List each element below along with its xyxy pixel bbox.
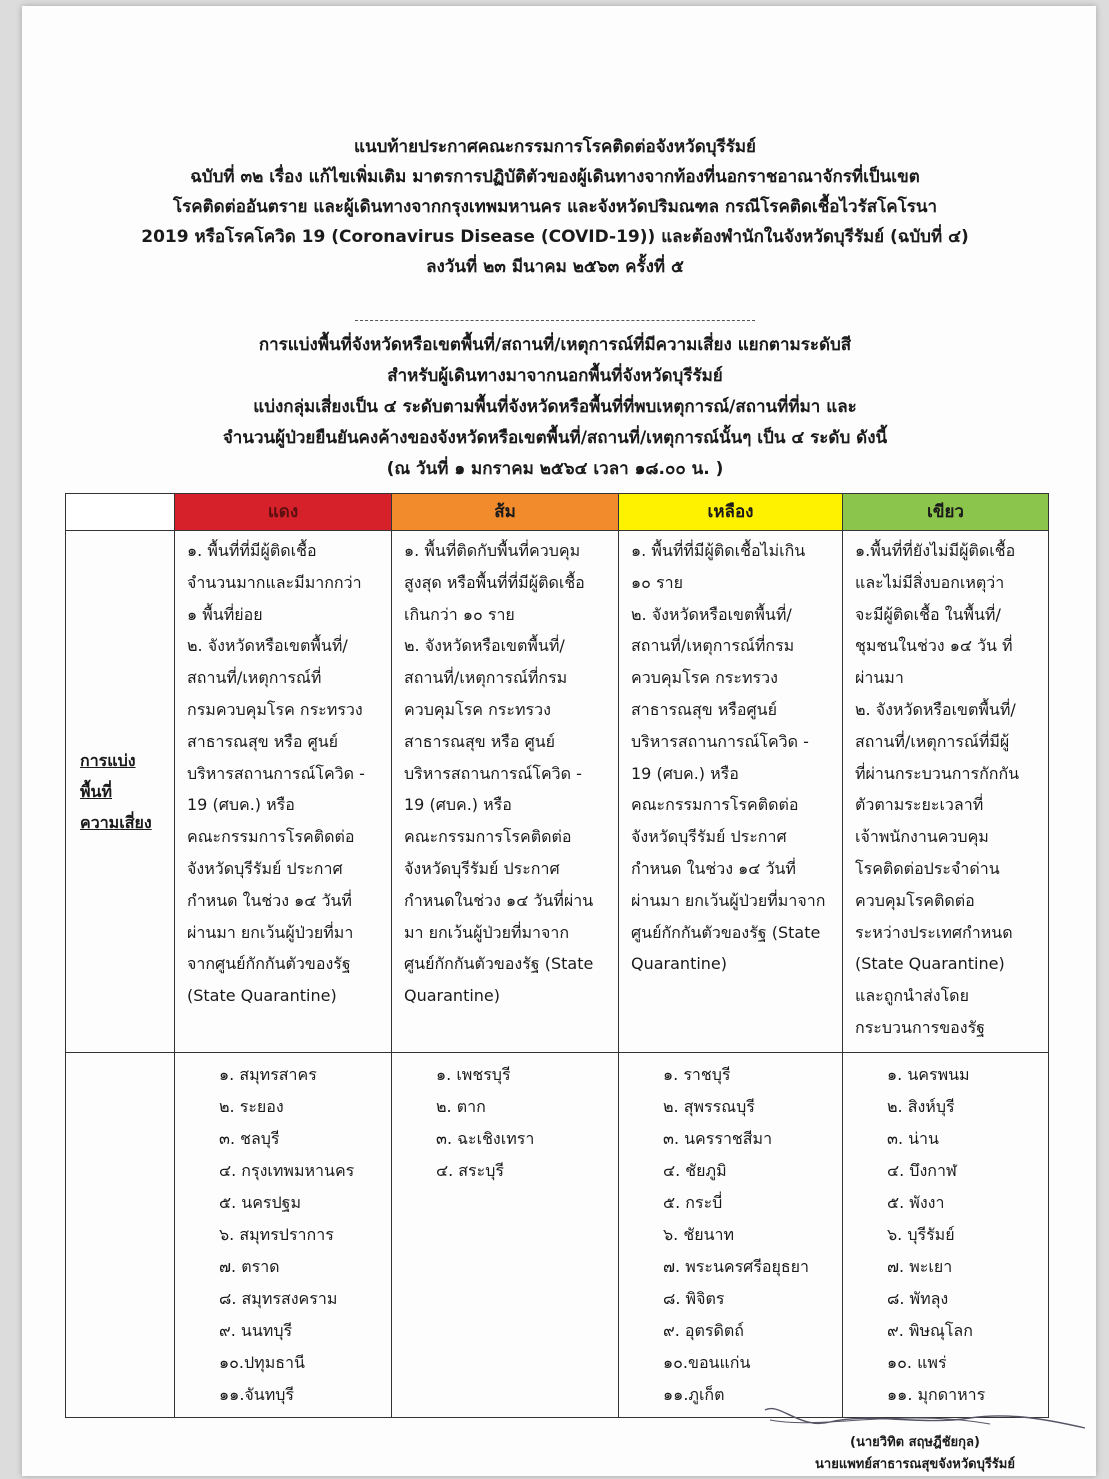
- dashed-divider: [355, 320, 755, 321]
- criteria-line: และไม่มีสิ่งบอกเหตุว่า: [855, 572, 1005, 592]
- signatory-name: (นายวิทิต สฤษฎีชัยกุล): [850, 1435, 980, 1450]
- criteria-line: ๑๐ ราย: [631, 572, 683, 592]
- criteria-line: 19 (ศบค.) หรือ: [404, 795, 512, 815]
- criteria-yellow: [619, 531, 843, 1053]
- province-item: ๒. ตาก: [436, 1096, 486, 1116]
- criteria-line: จังหวัดบุรีรัมย์ ประกาศ: [404, 858, 560, 878]
- subheader-line: สำหรับผู้เดินทางมาจากนอกพื้นที่จังหวัดบุรีรัมย์: [387, 366, 723, 386]
- criteria-line: ผ่านมา ยกเว้นผู้ป่วยที่มา: [187, 922, 354, 942]
- header-line: แนบท้ายประกาศคณะกรรมการโรคติดต่อจังหวัดบุรีรัมย์: [353, 137, 756, 157]
- provinces-yellow: [619, 1052, 843, 1417]
- province-item: ๕. กระบี่: [663, 1192, 723, 1212]
- criteria-line: คณะกรรมการโรคติดต่อ: [187, 827, 355, 847]
- criteria-line: สูงสุด หรือพื้นที่ที่มีผู้ติดเชื้อ: [404, 572, 585, 592]
- criteria-line: จังหวัดบุรีรัมย์ ประกาศ: [187, 858, 343, 878]
- header-line: 2019 หรือโรคโควิด 19 (Coronavirus Disease (COVID-19)) และต้องพำนักในจังหวัดบุรีรัมย์ (ฉบับที่ ๔): [141, 227, 969, 247]
- province-item: ๓. ชลบุรี: [219, 1128, 280, 1148]
- criteria-line: 19 (ศบค.) หรือ: [187, 795, 295, 815]
- province-item: ๖. บุรีรัมย์: [887, 1224, 955, 1244]
- header-green: เขียว: [843, 494, 1049, 531]
- header-line: ฉบับที่ ๓๒ เรื่อง แก้ไขเพิ่มเติม มาตรการปฏิบัติตัวของผู้เดินทางจากท้องที่นอกราชอาณาจักรที่เป็นเขต: [190, 167, 920, 187]
- criteria-line: ศูนย์กักกันตัวของรัฐ (State: [631, 922, 821, 942]
- criteria-line: ควบคุมโรค กระทรวง: [631, 668, 778, 688]
- province-item: ๗. พระนครศรีอยุธยา: [663, 1256, 810, 1276]
- criteria-line: ๑ พื้นที่ย่อย: [187, 604, 263, 624]
- province-item: ๑๑. มุกดาหาร: [887, 1384, 986, 1404]
- announcement-header: [40, 132, 1070, 282]
- province-item: ๔. ชัยภูมิ: [663, 1160, 727, 1180]
- province-item: ๖. สมุทรปราการ: [219, 1224, 334, 1244]
- criteria-line: ควบคุมโรค กระทรวง: [404, 699, 551, 719]
- province-item: ๑. นครพนม: [887, 1064, 970, 1084]
- criteria-line: จำนวนมากและมีมากกว่า: [187, 572, 362, 592]
- province-item: ๔. บึงกาฬ: [887, 1160, 957, 1180]
- criteria-green: [843, 531, 1049, 1053]
- criteria-line: สถานที่/เหตุการณ์ที่: [187, 668, 322, 688]
- criteria-line: เจ้าพนักงานควบคุม: [855, 827, 989, 847]
- province-item: ๕. พังงา: [887, 1192, 945, 1212]
- criteria-line: บริหารสถานการณ์โควิด -: [187, 763, 365, 783]
- criteria-line: ๑.พื้นที่ที่ยังไม่มีผู้ติดเชื้อ: [855, 541, 1016, 560]
- province-item: ๘. สมุทรสงคราม: [219, 1288, 338, 1308]
- province-item: ๑. สมุทรสาคร: [219, 1064, 317, 1084]
- criteria-line: (State Quarantine): [187, 986, 337, 1006]
- province-item: ๗. พะเยา: [887, 1256, 953, 1276]
- criteria-line: บริหารสถานการณ์โควิด -: [631, 731, 809, 751]
- header-yellow: เหลือง: [619, 494, 843, 531]
- provinces-orange: [392, 1052, 619, 1417]
- header-line: ลงวันที่ ๒๓ มีนาคม ๒๕๖๓ ครั้งที่ ๕: [426, 257, 684, 277]
- row-label-line: การแบ่ง: [80, 750, 136, 770]
- province-item: ๒. ระยอง: [219, 1096, 284, 1116]
- province-item: ๔. สระบุรี: [436, 1160, 504, 1180]
- criteria-line: Quarantine): [631, 954, 728, 974]
- row-label-risk-zone: [66, 531, 175, 1053]
- criteria-line: ๒. จังหวัดหรือเขตพื้นที่/: [187, 636, 348, 656]
- criteria-line: ชุมชนในช่วง ๑๔ วัน ที่: [855, 636, 1013, 656]
- province-item: ๓. ฉะเชิงเทรา: [436, 1128, 535, 1148]
- province-item: ๑๑.ภูเก็ต: [663, 1384, 725, 1404]
- table-header-row: [66, 494, 1049, 531]
- header-empty-cell: [66, 494, 175, 531]
- criteria-line: บริหารสถานการณ์โควิด -: [404, 763, 582, 783]
- province-item: ๑. เพชรบุรี: [436, 1064, 511, 1084]
- risk-level-table: [65, 493, 1049, 1418]
- province-item: ๕. นครปฐม: [219, 1192, 302, 1212]
- criteria-line: จากศูนย์กักกันตัวของรัฐ: [187, 954, 351, 974]
- criteria-line: สถานที่/เหตุการณ์ที่กรม: [404, 668, 568, 688]
- province-item: ๑๐.ปทุมธานี: [219, 1352, 305, 1372]
- header-red: แดง: [175, 494, 392, 531]
- province-item: ๙. นนทบุรี: [219, 1320, 293, 1340]
- province-item: ๙. พิษณุโลก: [887, 1320, 973, 1340]
- subheader-line: จำนวนผู้ป่วยยืนยันคงค้างของจังหวัดหรือเขตพื้นที่/สถานที่/เหตุการณ์นั้นๆ เป็น ๔ ระดับ ดังนี้: [222, 428, 888, 448]
- signatory-position: นายแพทย์สาธารณสุขจังหวัดบุรีรัมย์: [815, 1457, 1015, 1472]
- provinces-green: [843, 1052, 1049, 1417]
- criteria-line: ตัวตามระยะเวลาที่: [855, 795, 984, 815]
- criteria-line: กำหนด ในช่วง ๑๔ วันที่: [187, 890, 352, 910]
- criteria-line: Quarantine): [404, 986, 501, 1006]
- province-item: ๑๐.ขอนแก่น: [663, 1352, 751, 1372]
- criteria-line: (State Quarantine): [855, 954, 1005, 974]
- criteria-line: กำหนดในช่วง ๑๔ วันที่ผ่าน: [404, 890, 594, 910]
- province-item: ๑. ราชบุรี: [663, 1064, 731, 1084]
- criteria-line: ระหว่างประเทศกำหนด: [855, 922, 1013, 942]
- criteria-line: ๒. จังหวัดหรือเขตพื้นที่/: [404, 636, 565, 656]
- criteria-row: [66, 531, 1049, 1053]
- province-item: ๓. นครราชสีมา: [663, 1128, 773, 1148]
- criteria-orange: [392, 531, 619, 1053]
- criteria-line: ที่ผ่านกระบวนการกักกัน: [855, 763, 1020, 783]
- header-line: โรคติดต่ออันตราย และผู้เดินทางจากกรุงเทพมหานคร และจังหวัดปริมณฑล กรณีโรคติดเชื้อไวรัสโคโรนา: [172, 197, 938, 217]
- criteria-line: กำหนด ในช่วง ๑๔ วันที่: [631, 858, 796, 878]
- criteria-line: ๑. พื้นที่ที่มีผู้ติดเชื้อ: [187, 541, 317, 560]
- province-item: ๖. ชัยนาท: [663, 1224, 735, 1244]
- criteria-line: ๑. พื้นที่ที่มีผู้ติดเชื้อไม่เกิน: [631, 541, 806, 560]
- signatory-block: [770, 1432, 1060, 1476]
- province-item: ๒. สิงห์บุรี: [887, 1096, 955, 1116]
- subheader-line: การแบ่งพื้นที่จังหวัดหรือเขตพื้นที่/สถานที่/เหตุการณ์ที่มีความเสี่ยง แยกตามระดับสี: [258, 335, 852, 355]
- province-item: ๔. กรุงเทพมหานคร: [219, 1160, 355, 1180]
- criteria-line: ศูนย์กักกันตัวของรัฐ (State: [404, 954, 594, 974]
- province-item: ๙. อุตรดิตถ์: [663, 1320, 744, 1340]
- criteria-line: สาธารณสุข หรือศูนย์: [631, 699, 777, 719]
- criteria-line: 19 (ศบค.) หรือ: [631, 763, 739, 783]
- province-item: ๒. สุพรรณบุรี: [663, 1096, 755, 1116]
- criteria-line: กรมควบคุมโรค กระทรวง: [187, 699, 363, 719]
- criteria-line: สถานที่/เหตุการณ์ที่กรม: [631, 636, 795, 656]
- province-item: ๑๑.จันทบุรี: [219, 1384, 295, 1404]
- criteria-line: และถูกนำส่งโดย: [855, 986, 969, 1006]
- province-label-cell: [66, 1052, 175, 1417]
- criteria-line: โรคติดต่อประจำด่าน: [855, 858, 1000, 878]
- criteria-line: จังหวัดบุรีรัมย์ ประกาศ: [631, 827, 787, 847]
- criteria-line: สาธารณสุข หรือ ศูนย์: [187, 731, 339, 751]
- province-item: ๓. น่าน: [887, 1128, 939, 1148]
- criteria-line: ๑. พื้นที่ติดกับพื้นที่ควบคุม: [404, 541, 581, 560]
- row-label-line: พื้นที่: [80, 781, 113, 801]
- criteria-line: ๒. จังหวัดหรือเขตพื้นที่/: [631, 604, 792, 624]
- criteria-line: คณะกรรมการโรคติดต่อ: [404, 827, 572, 847]
- criteria-line: ผ่านมา: [855, 668, 904, 688]
- provinces-red: [175, 1052, 392, 1417]
- province-row: [66, 1052, 1049, 1417]
- criteria-line: ผ่านมา ยกเว้นผู้ป่วยที่มาจาก: [631, 890, 826, 910]
- criteria-red: [175, 531, 392, 1053]
- province-item: ๘. พิจิตร: [663, 1288, 725, 1308]
- criteria-line: ๒. จังหวัดหรือเขตพื้นที่/: [855, 699, 1016, 719]
- province-item: ๘. พัทลุง: [887, 1288, 949, 1308]
- criteria-line: กระบวนการของรัฐ: [855, 1017, 985, 1037]
- criteria-line: สถานที่/เหตุการณ์ที่มีผู้: [855, 731, 1010, 751]
- criteria-line: เกินกว่า ๑๐ ราย: [404, 604, 515, 624]
- criteria-line: มา ยกเว้นผู้ป่วยที่มาจาก: [404, 922, 570, 942]
- row-label-line: ความเสี่ยง: [80, 812, 152, 832]
- header-orange: ส้ม: [392, 494, 619, 531]
- province-item: ๑๐. แพร่: [887, 1352, 947, 1372]
- subheader-line: แบ่งกลุ่มเสี่ยงเป็น ๔ ระดับตามพื้นที่จังหวัดหรือพื้นที่ที่พบเหตุการณ์/สถานที่ที่มา และ: [253, 397, 857, 417]
- criteria-line: ควบคุมโรคติดต่อ: [855, 890, 975, 910]
- criteria-line: จะมีผู้ติดเชื้อ ในพื้นที่/: [855, 604, 1001, 624]
- subheader-line: (ณ วันที่ ๑ มกราคม ๒๕๖๔ เวลา ๑๘.๐๐ น. ): [386, 459, 724, 479]
- province-item: ๗. ตราด: [219, 1256, 280, 1276]
- risk-zone-subheader: [40, 330, 1070, 485]
- criteria-line: สาธารณสุข หรือ ศูนย์: [404, 731, 556, 751]
- criteria-line: คณะกรรมการโรคติดต่อ: [631, 795, 799, 815]
